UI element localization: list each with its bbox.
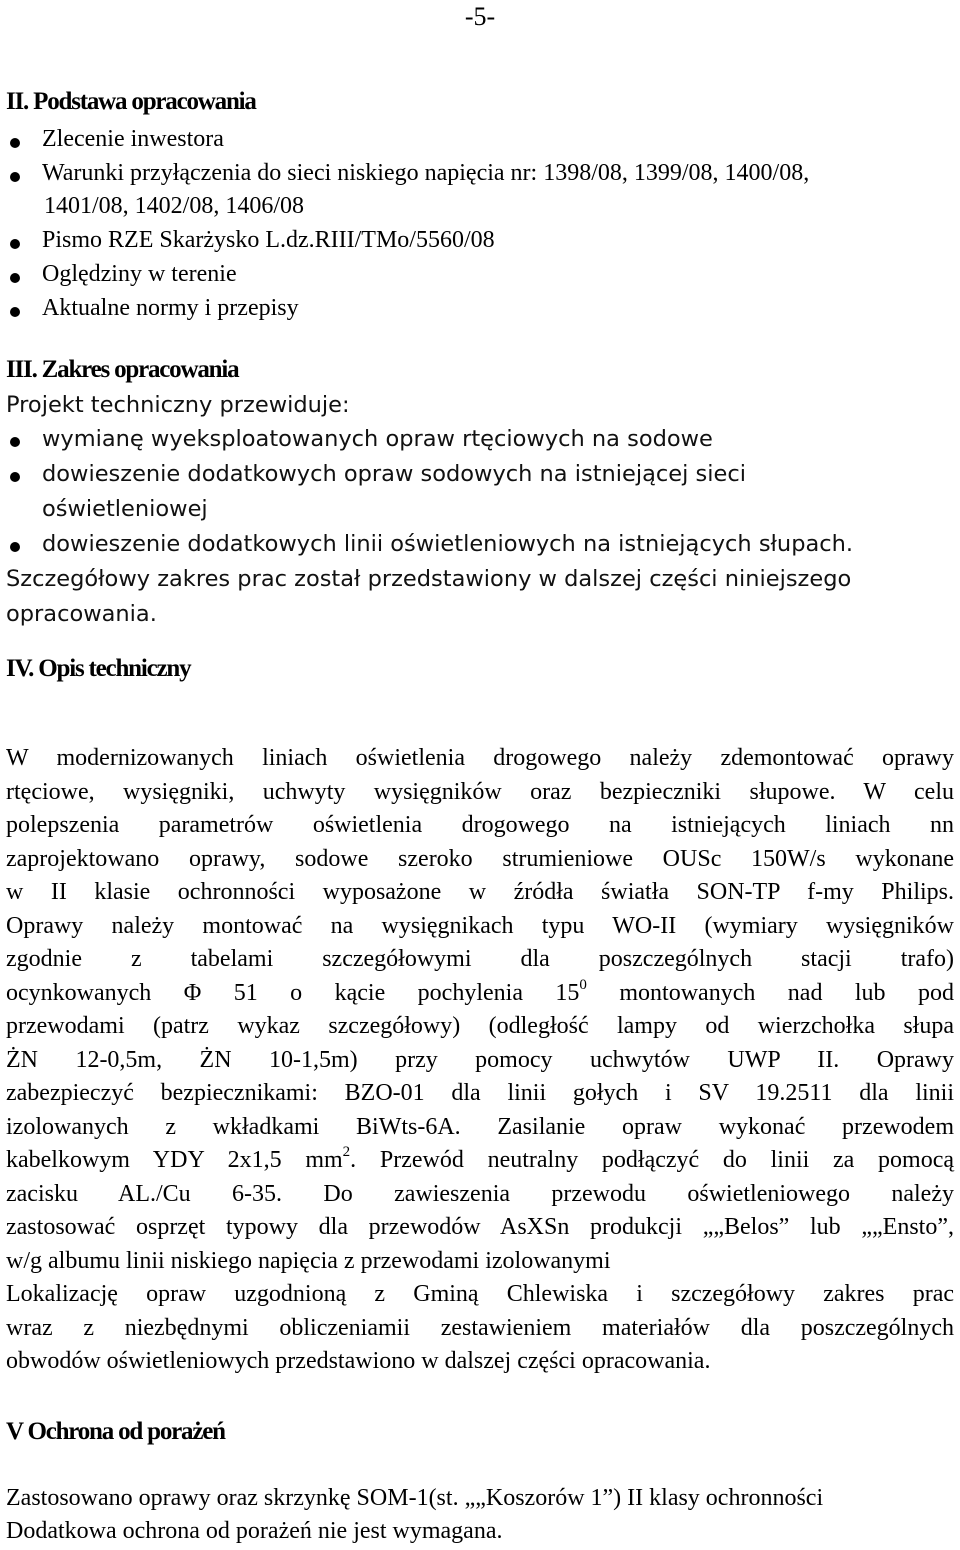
bullet-icon	[10, 542, 20, 552]
paragraph-line: w/g albumu linii niskiego napięcia z przewodami izolowanymi	[6, 1247, 611, 1274]
bullet-icon	[10, 138, 20, 148]
list-item: Aktualne normy i przepisy	[42, 295, 299, 321]
bullet-icon	[10, 273, 20, 283]
list-item-continuation: oświetleniowej	[42, 496, 208, 522]
list-item-continuation: 1401/08, 1402/08, 1406/08	[44, 193, 305, 219]
paragraph-line: zacisku AL./Cu 6-35. Do zawieszenia przewodu oświetleniowego należy	[6, 1180, 954, 1207]
paragraph-line: ŻN 12-0,5m, ŻN 10-1,5m) przy pomocy uchwytów UWP II. Oprawy	[6, 1046, 954, 1073]
paragraph-line: polepszenia parametrów oświetlenia drogowego na istniejących liniach nn	[6, 812, 954, 838]
bullet-icon	[10, 307, 20, 317]
paragraph-line: wraz z niezbędnymi obliczeniamii zestawieniem materiałów dla poszczególnych	[6, 1314, 954, 1341]
paragraph-line-with-superscript	[6, 1144, 954, 1178]
paragraph-line: obwodów oświetleniowych przedstawiono w dalszej części opracowania.	[6, 1348, 711, 1374]
section-5-line: Dodatkowa ochrona od porażeń nie jest wymagana.	[6, 1518, 503, 1544]
bullet-icon	[10, 239, 20, 249]
section-3-closing-cont: opracowania.	[6, 601, 157, 627]
list-item: Oględziny w terenie	[42, 261, 237, 287]
paragraph-line: przewodami (patrz wykaz szczegółowy) (odległość lampy od wierzchołka słupa	[6, 1013, 954, 1039]
paragraph-line-tail: montowanych nad lub pod	[586, 979, 954, 1006]
paragraph-line: w II klasie ochronności wyposażone w źródła światła SON-TP f-my Philips.	[6, 879, 954, 905]
superscript-degree: 0	[579, 976, 587, 993]
paragraph-line: izolowanych z wkładkami BiWts-6A. Zasilanie opraw wykonać przewodem	[6, 1113, 954, 1140]
paragraph-line: rtęciowe, wysięgniki, uchwyty wysięgników oraz bezpieczniki słupowe. W celu	[6, 778, 954, 805]
list-item: Pismo RZE Skarżysko L.dz.RIII/TMo/5560/08	[42, 227, 495, 253]
section-3-heading: III. Zakres opracowania	[6, 356, 239, 383]
paragraph-line: zabezpieczyć bezpiecznikami: BZO-01 dla linii gołych i SV 19.2511 dla linii	[6, 1080, 954, 1106]
section-4-heading: IV. Opis techniczny	[6, 655, 191, 682]
list-item: dowieszenie dodatkowych opraw sodowych na istniejącej sieci	[42, 461, 746, 487]
superscript-square: 2	[342, 1144, 351, 1160]
paragraph-line: zaprojektowano oprawy, sodowe szeroko strumieniowe OUSc 150W/s wykonane	[6, 845, 954, 872]
paragraph-line: Lokalizację opraw uzgodnioną z Gminą Chlewiska i szczegółowy zakres prac	[6, 1281, 954, 1307]
section-5-line: Zastosowano oprawy oraz skrzynkę SOM-1(st. „„Koszorów 1”) II klasy ochronności	[6, 1485, 824, 1511]
paragraph-line-text: kabelkowym YDY 2x1,5 mm	[6, 1147, 343, 1173]
bullet-icon	[10, 437, 20, 447]
list-item: Warunki przyłączenia do sieci niskiego napięcia nr: 1398/08, 1399/08, 1400/08,	[42, 160, 810, 186]
list-item: Zlecenie inwestora	[42, 126, 224, 152]
paragraph-line: Oprawy należy montować na wysięgnikach typu WO-II (wymiary wysięgników	[6, 912, 954, 939]
paragraph-line: W modernizowanych liniach oświetlenia drogowego należy zdemontować oprawy	[6, 745, 954, 771]
paragraph-line: zgodnie z tabelami szczegółowymi dla poszczególnych stacji trafo)	[6, 946, 954, 972]
section-3-intro: Projekt techniczny przewiduje:	[6, 392, 350, 418]
paragraph-line-tail: . Przewód neutralny podłączyć do linii za pomocą	[350, 1147, 954, 1173]
section-5-heading: V Ochrona od porażeń	[6, 1418, 225, 1445]
technical-description-paragraph	[6, 742, 954, 1379]
bullet-icon	[10, 472, 20, 482]
paragraph-line-with-superscript	[6, 977, 954, 1011]
section-3-closing: Szczegółowy zakres prac został przedstawiony w dalszej części niniejszego	[6, 566, 852, 592]
page-number: -5-	[464, 2, 496, 31]
paragraph-line: zastosować osprzęt typowy dla przewodów AsXSn produkcji „„Belos” lub „„Ensto”,	[6, 1214, 954, 1240]
paragraph-line-text: ocynkowanych Φ 51 o kącie pochylenia 15	[6, 979, 580, 1006]
list-item: dowieszenie dodatkowych linii oświetleniowych na istniejących słupach.	[42, 531, 854, 557]
list-item: wymianę wyeksploatowanych opraw rtęciowych na sodowe	[42, 426, 713, 452]
section-2-heading: II. Podstawa opracowania	[6, 88, 256, 115]
bullet-icon	[10, 172, 20, 182]
